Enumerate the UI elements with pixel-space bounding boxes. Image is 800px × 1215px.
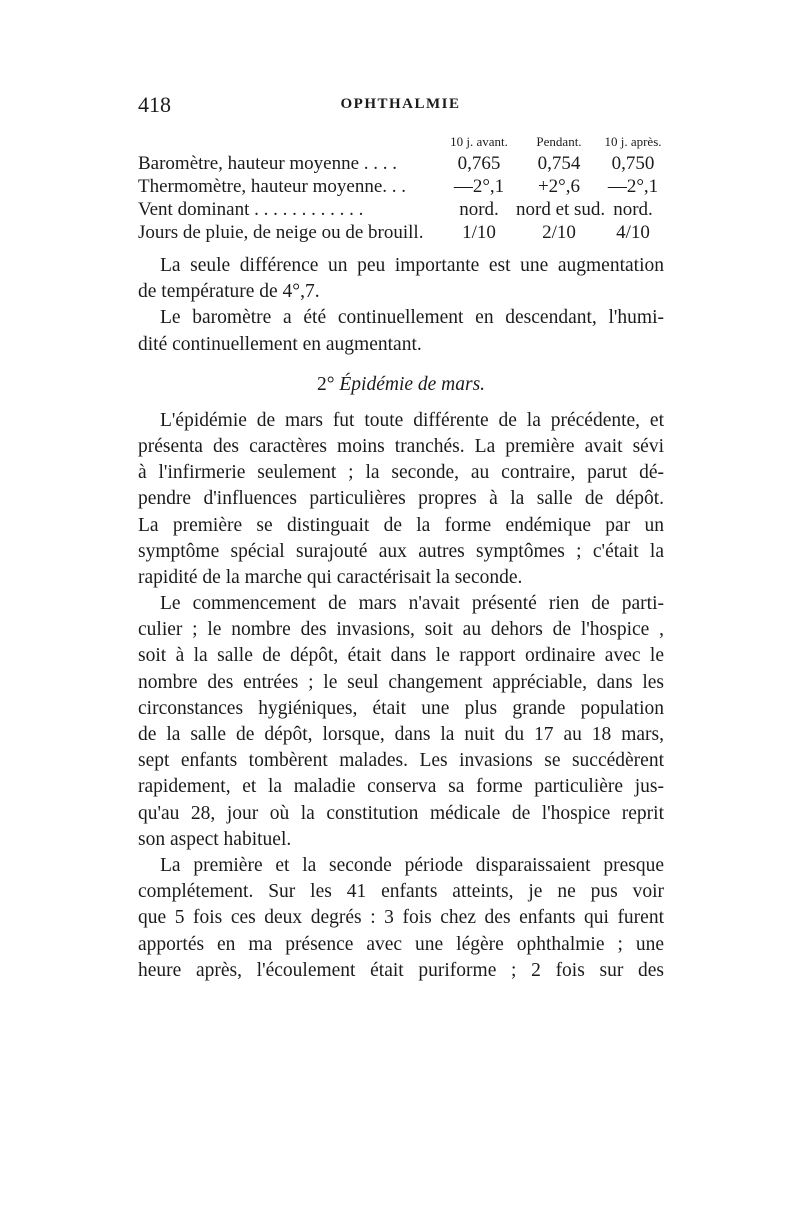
- text-line: que 5 fois ces deux degrés : 3 fois chez des enfants qui furent: [138, 907, 664, 929]
- text-line: La seule différence un peu importante est une augmentation: [160, 255, 664, 276]
- text-line: de la salle de dépôt, lorsque, dans la nuit du 17 au 18 mars,: [138, 724, 664, 745]
- text-line: sept enfants tombèrent malades. Les invasions se succédèrent: [138, 750, 664, 772]
- paragraph: [138, 253, 664, 305]
- section-number: 2°: [316, 373, 335, 395]
- cell-before: nord.: [459, 199, 499, 220]
- text-line: La première se distinguait de la forme endémique par un: [138, 514, 664, 536]
- text-line: Le commencement de mars n'avait présenté rien de parti-: [160, 593, 664, 615]
- row-label: Thermomètre, hauteur moyenne. . .: [138, 176, 407, 197]
- table-row: [138, 221, 663, 244]
- body-text: [138, 253, 664, 984]
- table-row: [138, 175, 663, 198]
- cell-during: nord et sud.: [516, 199, 606, 220]
- table-header-row: [138, 134, 663, 152]
- paragraph: [138, 408, 664, 591]
- text-line: rapidement, et la maladie conserva sa forme particulière jus-: [138, 776, 664, 798]
- text-line: complétement. Sur les 41 enfants atteints, je ne pus voir: [138, 881, 664, 903]
- text-line: pendre d'influences particulières propres à la salle de dépôt.: [138, 488, 664, 510]
- running-title: OPHTHALMIE: [340, 96, 461, 112]
- paragraph: [138, 853, 664, 984]
- text-line: circonstances hygiéniques, était une plus grande population: [138, 697, 664, 719]
- row-label: Baromètre, hauteur moyenne . . . .: [138, 153, 398, 174]
- column-header-after: 10 j. après.: [604, 134, 662, 149]
- text-line: apportés en ma présence avec une légère ophthalmie ; une: [138, 933, 664, 955]
- text-line: nombre des entrées ; le seul changement appréciable, dans les: [138, 671, 664, 693]
- column-header-before: 10 j. avant.: [450, 134, 508, 149]
- text-line: rapidité de la marche qui caractérisait la seconde.: [138, 566, 523, 588]
- text-line: qu'au 28, jour où la constitution médicale de l'hospice reprit: [138, 802, 664, 824]
- page-header: [138, 92, 663, 122]
- cell-after: 4/10: [616, 222, 650, 243]
- text-line: culier ; le nombre des invasions, soit au dehors de l'hospice ,: [138, 619, 664, 641]
- table-row: [138, 152, 663, 175]
- section-title: Épidémie de mars.: [339, 373, 486, 395]
- cell-before: 0,765: [457, 153, 501, 174]
- text-line: à l'infirmerie seulement ; la seconde, au contraire, parut dé-: [138, 462, 664, 484]
- cell-during: +2°,6: [537, 176, 581, 197]
- table-row: [138, 198, 663, 221]
- cell-during: 0,754: [537, 153, 581, 174]
- paragraph: [138, 305, 664, 357]
- weather-table: [138, 134, 663, 244]
- cell-before: —2°,1: [453, 176, 505, 197]
- text-line: Le baromètre a été continuellement en descendant, l'humi-: [160, 307, 664, 329]
- text-line: de température de 4°,7.: [138, 281, 320, 303]
- paragraph: [138, 591, 664, 853]
- text-line: soit à la salle de dépôt, était dans le rapport ordinaire avec le: [138, 645, 664, 667]
- cell-after: 0,750: [611, 153, 655, 174]
- text-line: L'épidémie de mars fut toute différente de la précédente, et: [160, 409, 664, 431]
- cell-during: 2/10: [542, 222, 576, 243]
- text-line: symptôme spécial surajouté aux autres symptômes ; c'était la: [138, 540, 664, 562]
- section-heading: [138, 358, 664, 408]
- row-label: Jours de pluie, de neige ou de brouill.: [138, 222, 424, 243]
- text-line: heure après, l'écoulement était puriforme ; 2 fois sur des: [138, 959, 664, 981]
- row-label: Vent dominant . . . . . . . . . . . .: [138, 199, 364, 220]
- page-number: 418: [138, 92, 171, 117]
- column-header-during: Pendant.: [536, 134, 582, 149]
- text-line: son aspect habituel.: [138, 828, 292, 850]
- cell-after: —2°,1: [607, 176, 659, 197]
- text-line: La première et la seconde période disparaissaient presque: [160, 854, 664, 876]
- cell-after: nord.: [613, 199, 653, 220]
- text-line: dité continuellement en augmentant.: [138, 333, 422, 355]
- text-line: présenta des caractères moins tranchés. La première avait sévi: [138, 435, 664, 457]
- cell-before: 1/10: [462, 222, 496, 243]
